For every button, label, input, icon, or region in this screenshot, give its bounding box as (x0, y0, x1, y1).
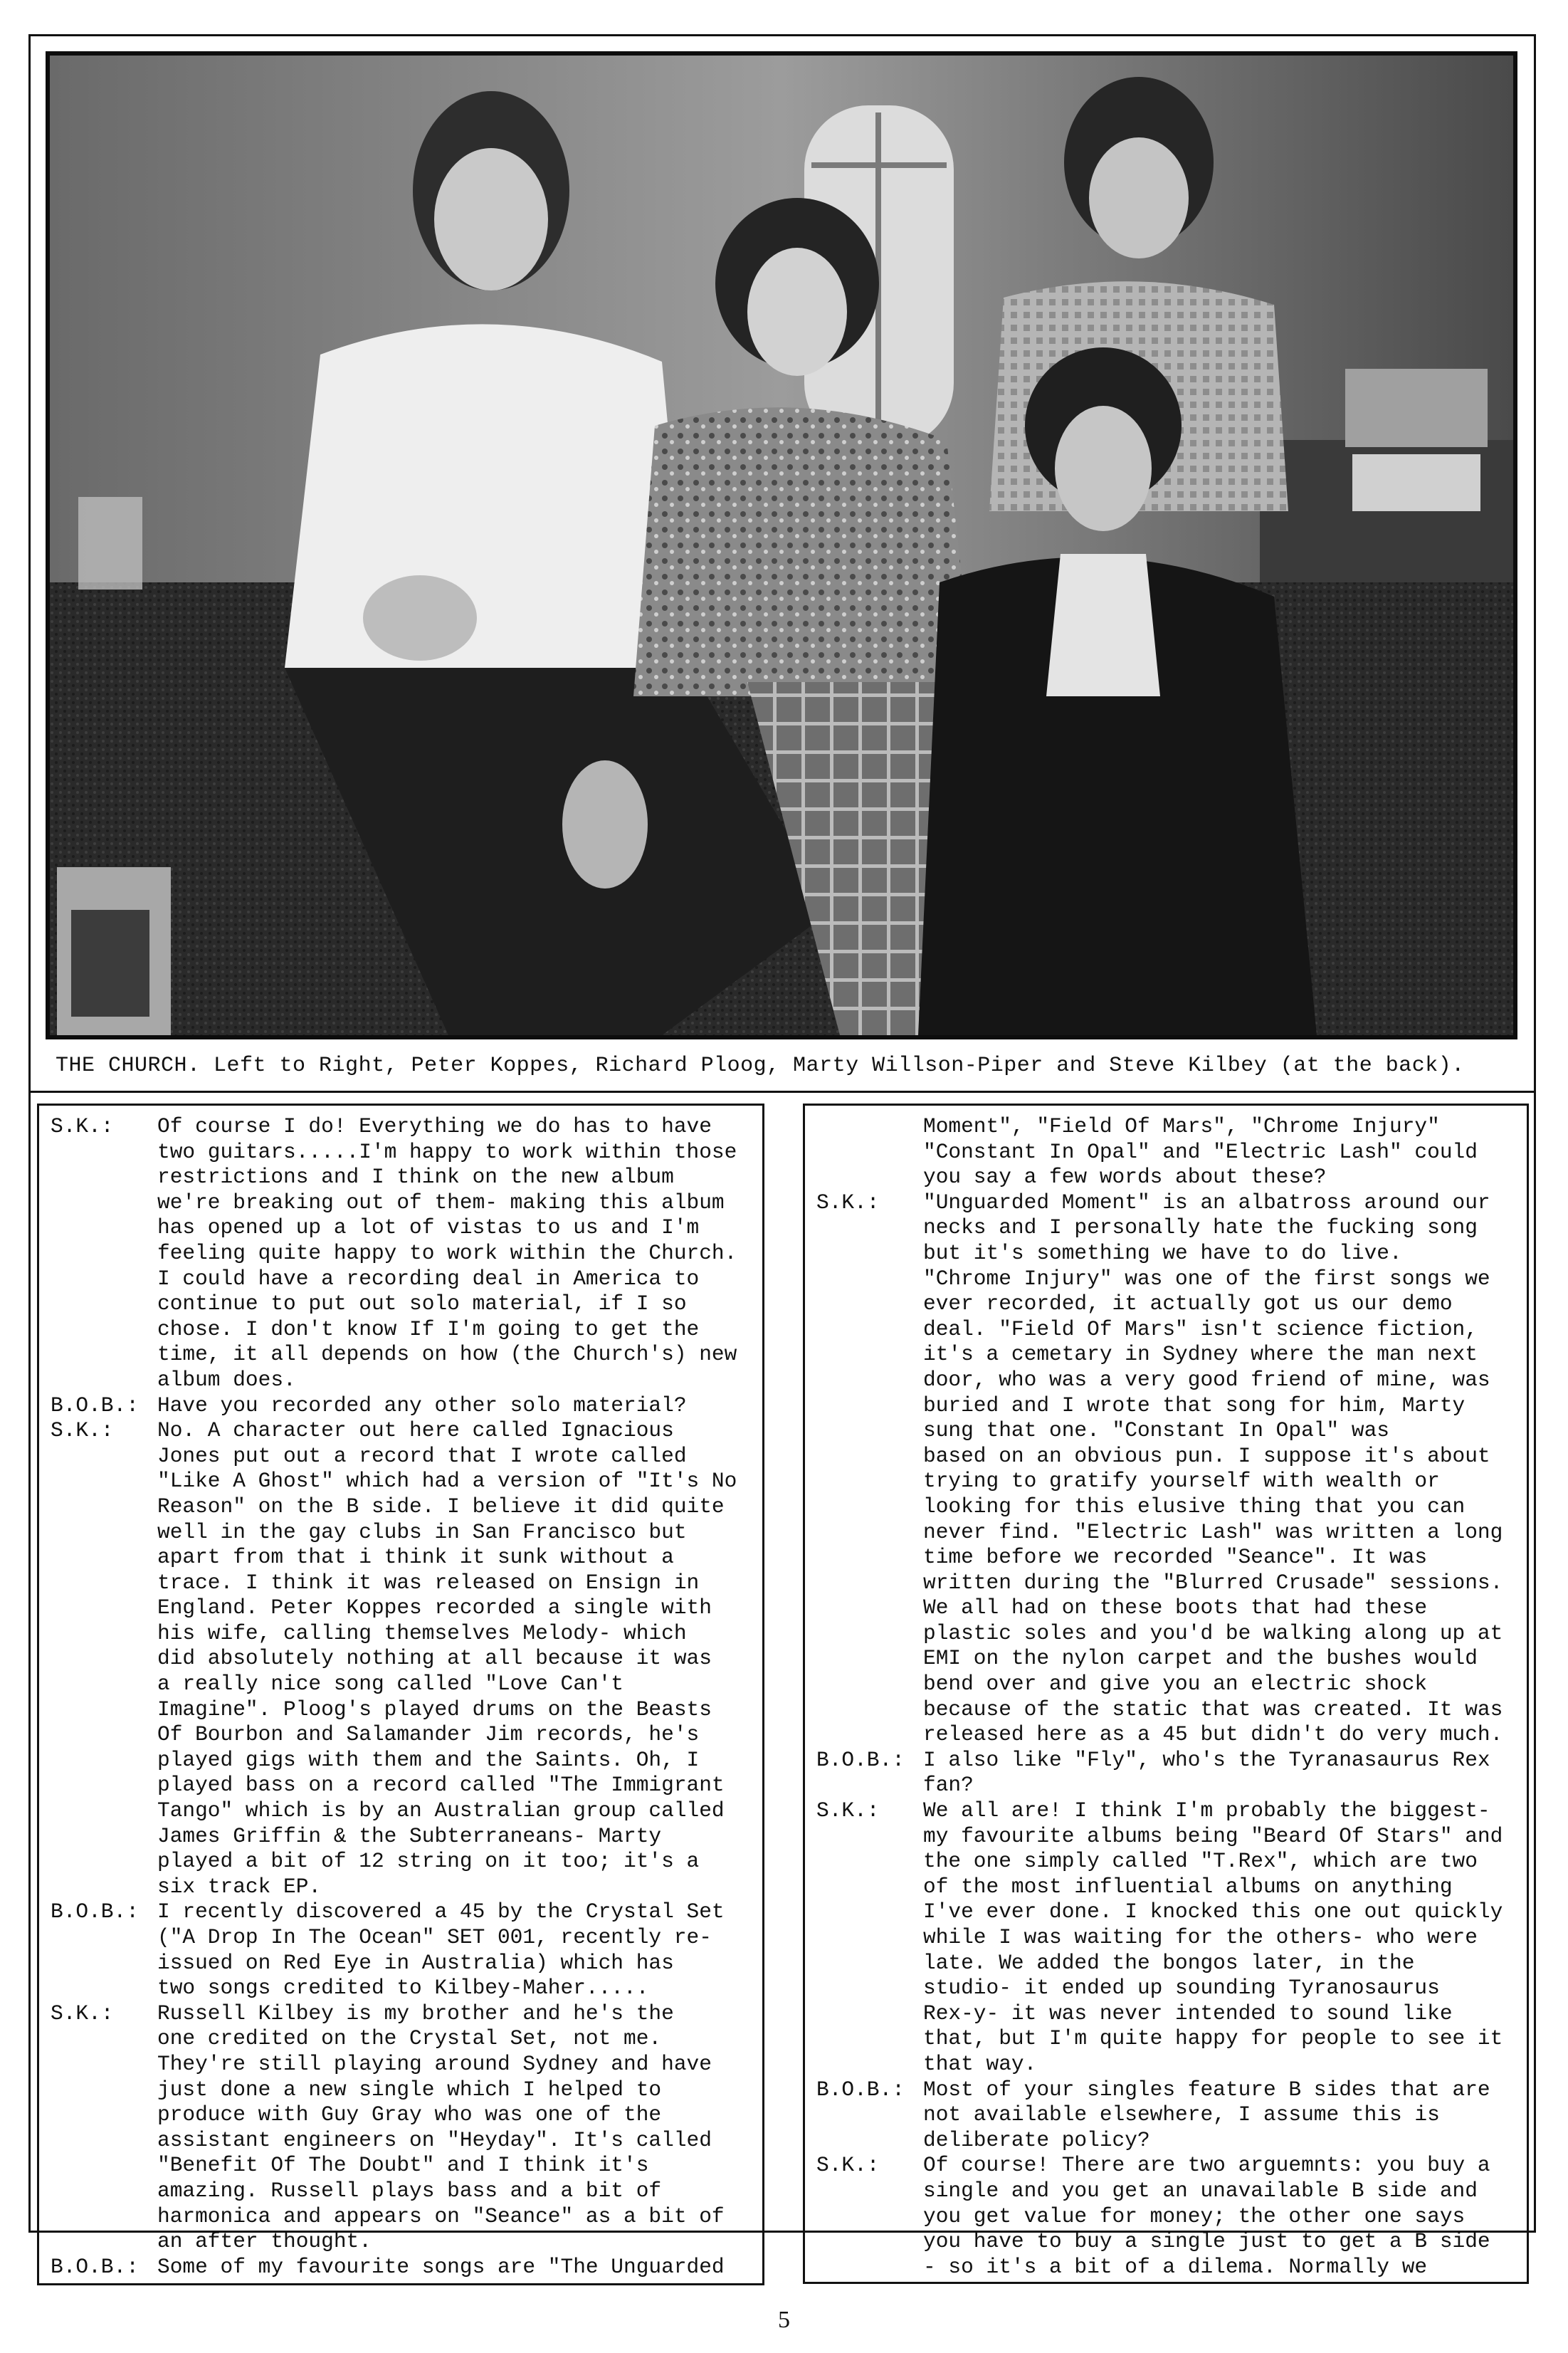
entry-text: Of course I do! Everything we do has to have two guitars.....I'm happy to work within those restrictions and I think on the new album we're breaking out of them- making this album has opened up a lot of vistas to us and I'm feeling quite happy to work within the Church. I could have a recording deal in America to continue to put out solo material, if I so chose. I don't know If I'm going to get the time, it all depends on how (the Church's) new album does. (157, 1114, 737, 1392)
band-photo (46, 51, 1517, 1039)
entry-text: I recently discovered a 45 by the Crystal Set ("A Drop In The Ocean" SET 001, recently re- issued on Red Eye in Australia) which has two songs credited to Kilbey-Maher..... (157, 1899, 725, 2001)
page-number: 5 (778, 2307, 790, 2333)
qa-entry (51, 2001, 757, 2255)
qa-entry (816, 1114, 1521, 1190)
qa-entry (51, 1114, 757, 1393)
speaker-label: B.O.B.: (51, 1393, 139, 1417)
band-photo-illustration (50, 56, 1513, 1035)
speaker-label: S.K.: (816, 2153, 880, 2178)
interview-column-left (37, 1104, 764, 2285)
entry-text: No. A character out here called Ignacious Jones put out a record that I wrote called "Like A Ghost" which had a version of "It's No Reason" on the B side. I believe it did quite well in the gay clubs in San Francisco but apart from that i think it sunk without a trace. I think it was released on Ensign in England. Peter Koppes recorded a single with his wife, calling themselves Melody- which did absolutely nothing at all because it was a really nice song called "Love Can't Imagine". Ploog's played drums on the Beasts Of Bourbon and Salamander Jim records, he's played gigs with them and the Saints. Oh, I played bass on a record called "The Immigrant Tango" which is by an Australian group called James Griffin & the Subterraneans- Marty played a bit of 12 string on it too; it's a six track EP. (157, 1418, 737, 1899)
entry-text: "Unguarded Moment" is an albatross around our necks and I personally hate the fucking song but it's something we have to do live. "Chrome Injury" was one of the first songs we ever recorded, it actually got us our demo deal. "Field Of Mars" isn't science fiction, it's a cemetary in Sydney where the man next door, who was a very good friend of mine, was buried and I wrote that song for him, Marty sung that one. "Constant In Opal" was based on an obvious pun. I suppose it's about trying to gratify yourself with wealth or looking for this elusive thing that you can never find. "Electric Lash" was written a long time before we recorded "Seance". It was written during the "Blurred Crusade" sessions. We all had on these boots that had these plastic soles and you'd be walking along up at EMI on the nylon carpet and the bushes would bend over and give you an electric shock because of the static that was created. It was released here as a 45 but didn't do very much. (923, 1190, 1503, 1747)
entry-text: Russell Kilbey is my brother and he's the one credited on the Crystal Set, not me. They're still playing around Sydney and have just done a new single which I helped to produce with Guy Gray who was one of the assistant engineers on "Heyday". It's called "Benefit Of The Doubt" and I think it's amazing. Russell plays bass and a bit of harmonica and appears on "Seance" as a bit of an after thought. (157, 2001, 725, 2254)
speaker-label: B.O.B.: (51, 2254, 139, 2279)
speaker-label: B.O.B.: (816, 1747, 905, 1772)
glass (78, 497, 142, 589)
entry-text: Moment", "Field Of Mars", "Chrome Injury" "Constant In Opal" and "Electric Lash" could you say a few words about these? (923, 1114, 1478, 1190)
entry-text: Have you recorded any other solo material? (157, 1393, 687, 1417)
entry-text: Most of your singles feature B sides that are not available elsewhere, I assume this is deliberate policy? (923, 2077, 1490, 2152)
speaker-label: B.O.B.: (51, 1899, 139, 1924)
qa-entry (816, 1748, 1521, 1798)
speaker-label: S.K.: (816, 1798, 880, 1823)
entry-text: We all are! I think I'm probably the biggest- my favourite albums being "Beard Of Stars" and the one simply called "T.Rex", which are two of the most influential albums on anything I've ever done. I knocked this one out quickly while I was waiting for the others- who were late. We added the bongos later, in the studio- it ended up sounding Tyranosaurus Rex-y- it was never intended to sound like that, but I'm quite happy for people to see it that way. (923, 1798, 1503, 2076)
qa-entry (51, 2255, 757, 2280)
caption-divider (28, 1091, 1536, 1093)
speaker-label: S.K.: (51, 2001, 114, 2026)
interview-column-right (803, 1104, 1529, 2284)
entry-text: Some of my favourite songs are "The Unguarded (157, 2254, 725, 2279)
qa-entry (816, 2153, 1521, 2280)
speaker-label: S.K.: (51, 1418, 114, 1443)
qa-entry (816, 1190, 1521, 1748)
photo-caption: THE CHURCH. Left to Right, Peter Koppes, Richard Ploog, Marty Willson-Piper and Steve Kilbey (at the back). (56, 1054, 1465, 1078)
qa-entry (51, 1899, 757, 2001)
qa-entry (51, 1393, 757, 1419)
speaker-label: S.K.: (51, 1114, 114, 1138)
qa-entry (816, 2077, 1521, 2154)
speaker-label: S.K.: (816, 1190, 880, 1215)
qa-entry (51, 1418, 757, 1899)
qa-entry (816, 1798, 1521, 2077)
speaker-label (816, 1114, 923, 1190)
speaker-label: B.O.B.: (816, 2077, 905, 2102)
entry-text: Of course! There are two arguemnts: you buy a single and you get an unavailable B side and you get value for money; the other one says you have to buy a single just to get a B side - so it's a bit of a dilema. Normally we (923, 2153, 1490, 2279)
entry-text: I also like "Fly", who's the Tyranasaurus Rex fan? (923, 1747, 1490, 1798)
